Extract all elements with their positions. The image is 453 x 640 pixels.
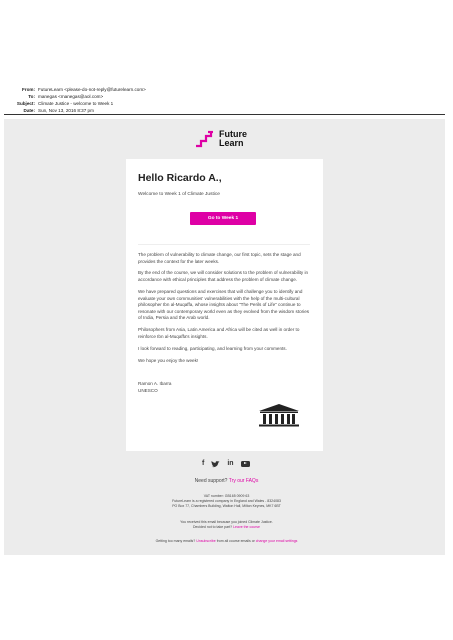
- message-body: [138, 252, 312, 370]
- subject-label: Subject:: [16, 101, 35, 106]
- email-preferences: [0, 539, 453, 544]
- header-divider: [4, 114, 445, 115]
- go-to-week-button[interactable]: Go to Week 1: [190, 212, 256, 225]
- company-info: [0, 494, 453, 509]
- social-links: [202, 460, 250, 468]
- signature-org: UNESCO: [138, 387, 158, 393]
- date-value: Sun, Nov 13, 2016 8:37 pm: [38, 108, 94, 113]
- email-card: [126, 159, 323, 451]
- unsubscribe-link[interactable]: Unsubscribe: [196, 539, 216, 543]
- received-reason: You received this email because you joined Climate Justice.: [180, 520, 273, 524]
- from-value: FutureLearn <please-do-not-reply@futurelearn.com>: [38, 87, 146, 92]
- linkedin-icon[interactable]: in: [227, 460, 234, 467]
- paragraph: By the end of the course, we will consider solutions to the problem of vulnerability in accordance with ethical principles that address the problem of climate change.: [138, 270, 309, 283]
- logo-line-1: Future: [219, 129, 247, 139]
- leave-prompt: Decided not to take part?: [193, 525, 233, 529]
- paragraph: We hope you enjoy the week!: [138, 357, 199, 363]
- futurelearn-logo[interactable]: [194, 130, 247, 148]
- subject-value: Climate Justice - welcome to Week 1: [38, 101, 114, 106]
- paragraph: I look forward to reading, participating, and learning from your comments.: [138, 345, 287, 351]
- signature-name: Ramon A. Ibarra: [138, 381, 172, 386]
- support-line: [0, 478, 453, 484]
- from-label: From:: [21, 87, 35, 92]
- to-label: To:: [28, 94, 35, 99]
- card-divider: [138, 244, 310, 245]
- support-text: Need support?: [194, 478, 228, 484]
- paragraph: Philosophers from Asia, Latin America and Africa will be cited as well in order to reinforce Ibn al-Muqaffa's insights.: [138, 327, 300, 339]
- unesco-logo-icon: [254, 403, 304, 429]
- youtube-icon[interactable]: [241, 461, 250, 467]
- welcome-text: Welcome to Week 1 of Climate Justice: [138, 192, 220, 197]
- paragraph: The problem of vulnerability to climate change, our first topic, sets the stage and provides the context for the later weeks.: [138, 252, 301, 264]
- email-header: [0, 86, 146, 114]
- email-settings-link[interactable]: change your email settings: [255, 539, 298, 543]
- leave-course-link[interactable]: Leave the course: [233, 525, 260, 529]
- subscription-info: [0, 520, 453, 530]
- to-value: manegas <manegas@aol.com>: [38, 94, 104, 99]
- signature: [138, 381, 171, 395]
- postal-address: PO Box 77, Chambers Building, Walton Hall, Milton Keynes, MK7 6BT: [172, 504, 281, 508]
- greeting: Hello Ricardo A.,: [138, 172, 222, 184]
- too-many-text: Getting too many emails?: [155, 539, 196, 543]
- facebook-icon[interactable]: f: [202, 460, 205, 467]
- date-label: Date:: [23, 108, 35, 113]
- logo-line-2: Learn: [219, 138, 244, 148]
- paragraph: We have prepared questions and exercises that will challenge you to identify and evaluate your own communities' vulnerabilities with the help of the multi-cultural philosopher Ibn al-Muqaffa, whose insights about "The Perils of Life" continue to resonate with our contemporary world even as they evolved from the wisdom stories of India, Persia and the Arab world.: [138, 288, 310, 321]
- registration-info: FutureLearn is a registered company in England and Wales - 8324083: [172, 499, 281, 503]
- futurelearn-mark-icon: [194, 130, 216, 148]
- vat-number: VAT number: GB165 0909 63: [203, 494, 250, 498]
- faq-link[interactable]: Try our FAQs: [228, 478, 259, 484]
- twitter-icon[interactable]: [211, 461, 220, 468]
- unsubscribe-mid: from all course emails or: [216, 539, 255, 543]
